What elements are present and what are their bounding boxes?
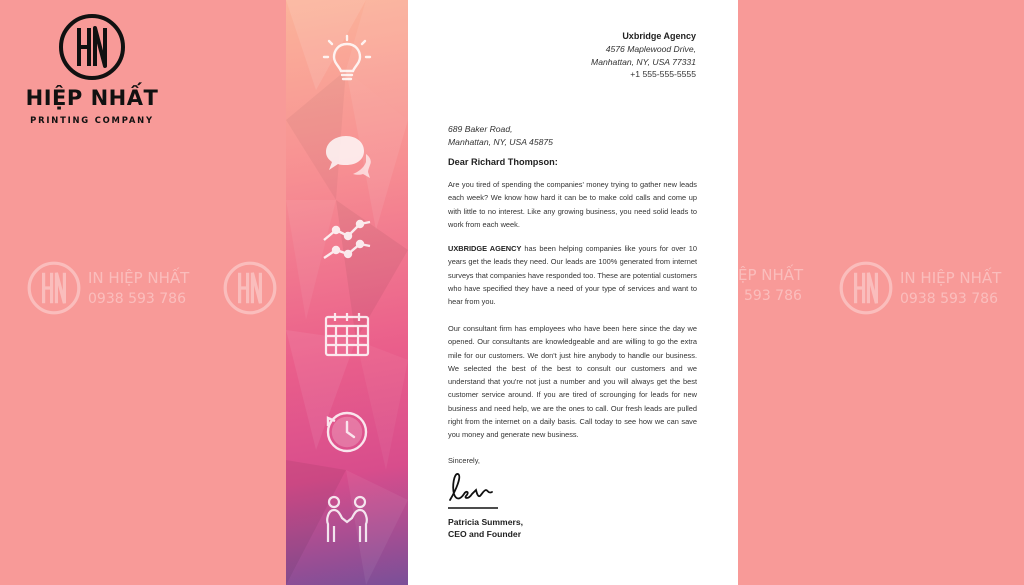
watermark-phone: 0938 593 786 bbox=[88, 291, 186, 307]
watermark-left bbox=[26, 260, 189, 316]
letter-page bbox=[408, 0, 738, 585]
agency-name-bold: UXBRIDGE AGENCY bbox=[448, 244, 522, 253]
watermark-phone-partial: 593 786 bbox=[744, 288, 802, 304]
hn-watermark-icon bbox=[26, 260, 82, 316]
hn-monogram-icon bbox=[57, 12, 127, 82]
signer-title: CEO and Founder bbox=[448, 529, 522, 539]
watermark-phone: 0938 593 786 bbox=[900, 291, 998, 307]
letterhead-side-strip bbox=[286, 0, 408, 585]
recipient-street: 689 Baker Road, bbox=[448, 124, 513, 134]
sender-street: 4576 Maplewood Drive, bbox=[605, 43, 696, 54]
recipient-block bbox=[448, 123, 553, 149]
chat-bubbles-icon bbox=[320, 130, 374, 184]
watermark-center-left bbox=[222, 260, 278, 316]
brand-name: HIỆP NHẤT bbox=[25, 86, 159, 110]
line-chart-icon bbox=[320, 214, 374, 268]
watermark-name: IN HIỆP NHẤT bbox=[88, 269, 190, 287]
sender-block bbox=[591, 30, 696, 81]
watermark-right bbox=[838, 260, 1001, 316]
paragraph-3: Our consultant firm has employees who have been here since the day we opened. Our consultants are knowledgeable and are willing to go the extra mile for our customers. We don't just hire anybody to handle our business. We selected the best of the best to consult our customers and we understand that you're not just a number and you will always get the best customer service around. If you are tired of scrounging for leads for new business and need help, we are the ones to call. Our fresh leads are pulled right from the internet on a daily basis. Call today to see how we can save you money and generate new business. bbox=[448, 324, 697, 440]
calendar-icon bbox=[320, 308, 374, 362]
salutation: Dear Richard Thompson: bbox=[448, 157, 558, 167]
lightbulb-icon bbox=[320, 34, 374, 88]
signer-block bbox=[448, 516, 523, 540]
paragraph-2 bbox=[448, 242, 697, 308]
sender-name: Uxbridge Agency bbox=[622, 31, 696, 41]
sender-city: Manhattan, NY, USA 77331 bbox=[591, 56, 696, 67]
watermark-name-partial: ỆP NHẤT bbox=[738, 266, 804, 284]
hn-watermark-icon bbox=[838, 260, 894, 316]
handshake-icon bbox=[320, 494, 374, 548]
brand-tagline: PRINTING COMPANY bbox=[30, 115, 154, 125]
handwritten-signature bbox=[446, 470, 502, 512]
closing: Sincerely, bbox=[448, 456, 480, 465]
hn-watermark-icon bbox=[222, 260, 278, 316]
watermark-name: IN HIỆP NHẤT bbox=[900, 269, 1002, 287]
signer-name: Patricia Summers, bbox=[448, 517, 523, 527]
brand-logo bbox=[22, 12, 162, 125]
watermark-center-right bbox=[738, 266, 803, 304]
recipient-city: Manhattan, NY, USA 45875 bbox=[448, 137, 553, 147]
clock-icon bbox=[320, 404, 374, 458]
paragraph-2-text: has been helping companies like yours for over 10 years get the leads they need. Our leads are 100% generated from internet surveys that companies have responded too. These are potential customers who have specified they have a need of your type of services and want to hear from you. bbox=[448, 244, 697, 307]
sender-phone: +1 555-555-5555 bbox=[630, 69, 696, 80]
paragraph-1: Are you tired of spending the companies' money trying to gather new leads each week? We know how hard it can be to make cold calls and come up with little to no interest. Like any growing business, you need solid leads to work from each week. bbox=[448, 180, 697, 229]
